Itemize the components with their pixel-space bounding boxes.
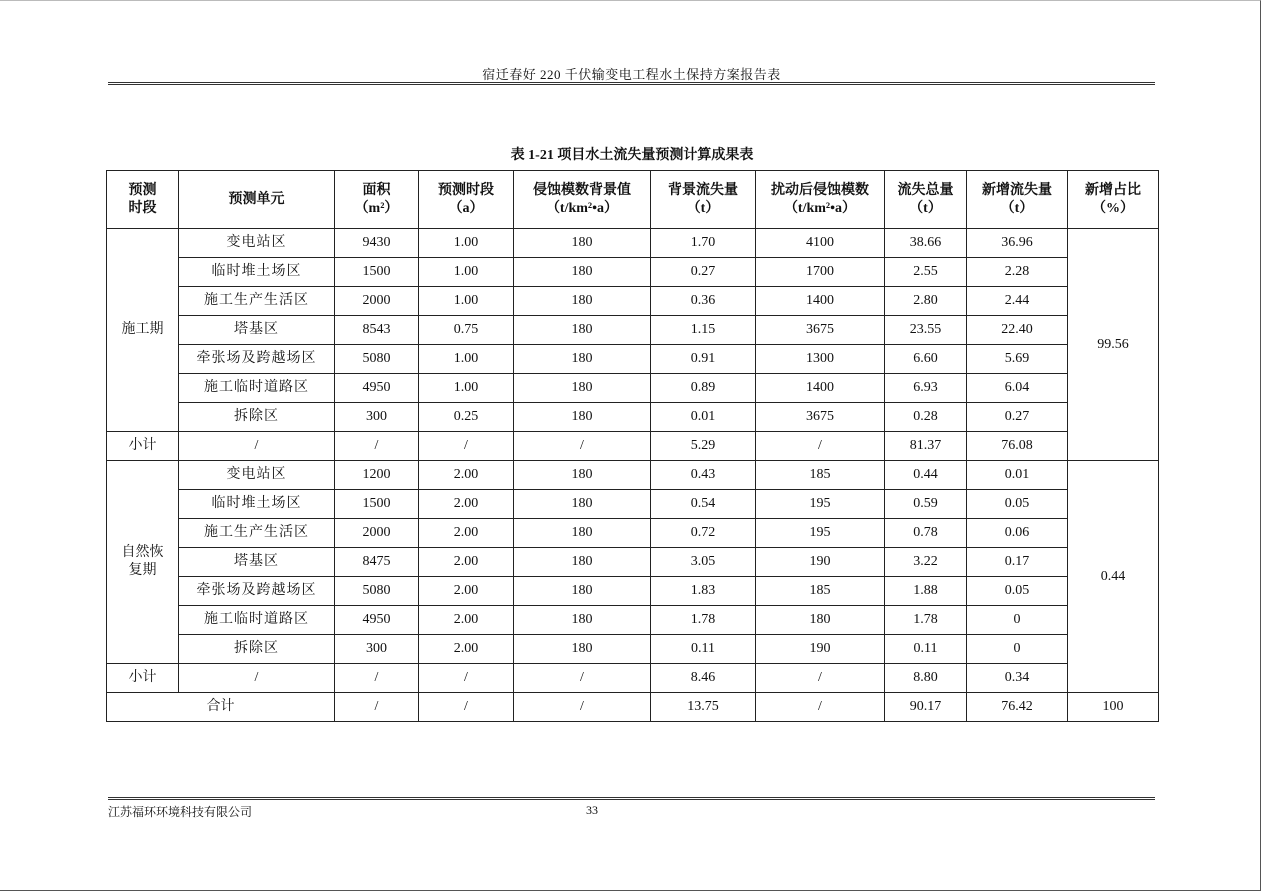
footer-company: 江苏福环环境科技有限公司 <box>108 805 253 819</box>
cell-bg-modulus: 180 <box>514 345 651 374</box>
col-header-unit: 预测单元 <box>179 171 335 229</box>
cell-total-loss: 3.22 <box>885 548 967 577</box>
period-cell-recovery: 自然恢 复期 <box>107 461 179 664</box>
table-row <box>107 287 1159 316</box>
cell-bg-modulus: 180 <box>514 403 651 432</box>
col-header-bg-loss: 背景流失量 （t） <box>651 171 756 229</box>
table-row <box>107 258 1159 287</box>
cell-dist-modulus: 1400 <box>756 287 885 316</box>
cell-unit: 施工生产生活区 <box>179 519 335 548</box>
cell-dist-modulus: 185 <box>756 577 885 606</box>
cell-years: 2.00 <box>419 490 514 519</box>
cell-new-loss: 0 <box>967 635 1068 664</box>
cell-unit: 牵张场及跨越场区 <box>179 345 335 374</box>
table-row <box>107 548 1159 577</box>
cell-total-loss: 0.78 <box>885 519 967 548</box>
cell-bg-modulus: 180 <box>514 548 651 577</box>
table-row <box>107 345 1159 374</box>
cell-dist-modulus: 190 <box>756 635 885 664</box>
subtotal-label: 小计 <box>107 664 179 693</box>
cell-dist-modulus: 190 <box>756 548 885 577</box>
cell-years: / <box>419 693 514 722</box>
cell-new-loss: 6.04 <box>967 374 1068 403</box>
cell-total-loss: 2.55 <box>885 258 967 287</box>
cell-area: 5080 <box>335 345 419 374</box>
cell-bg-loss: 0.89 <box>651 374 756 403</box>
cell-new-loss: 2.28 <box>967 258 1068 287</box>
cell-bg-loss: 1.78 <box>651 606 756 635</box>
cell-bg-modulus: 180 <box>514 316 651 345</box>
cell-new-loss: 0.05 <box>967 577 1068 606</box>
cell-total-loss: 8.80 <box>885 664 967 693</box>
cell-years: 1.00 <box>419 345 514 374</box>
cell-bg-loss: 0.01 <box>651 403 756 432</box>
cell-new-loss: 0.34 <box>967 664 1068 693</box>
period-cell-construction: 施工期 <box>107 229 179 432</box>
cell-dist-modulus: 1700 <box>756 258 885 287</box>
col-header-new-loss: 新增流失量 （t） <box>967 171 1068 229</box>
cell-area: / <box>335 664 419 693</box>
cell-area: 8543 <box>335 316 419 345</box>
cell-years: 2.00 <box>419 519 514 548</box>
cell-total-loss: 0.44 <box>885 461 967 490</box>
col-header-new-ratio: 新增占比 （%） <box>1068 171 1159 229</box>
cell-new-loss: 0.06 <box>967 519 1068 548</box>
cell-total-loss: 0.11 <box>885 635 967 664</box>
cell-dist-modulus: 180 <box>756 606 885 635</box>
subtotal-row <box>107 432 1159 461</box>
cell-bg-modulus: / <box>514 664 651 693</box>
cell-bg-loss: 0.54 <box>651 490 756 519</box>
cell-bg-loss: 0.72 <box>651 519 756 548</box>
total-label: 合计 <box>107 693 335 722</box>
cell-bg-loss: 0.11 <box>651 635 756 664</box>
cell-area: 1500 <box>335 490 419 519</box>
cell-area: 4950 <box>335 374 419 403</box>
cell-years: 1.00 <box>419 374 514 403</box>
cell-new-loss: 0.17 <box>967 548 1068 577</box>
cell-new-loss: 2.44 <box>967 287 1068 316</box>
cell-years: 1.00 <box>419 287 514 316</box>
cell-bg-modulus: 180 <box>514 519 651 548</box>
cell-total-loss: 6.60 <box>885 345 967 374</box>
col-header-years: 预测时段 （a） <box>419 171 514 229</box>
col-header-area: 面积 （m²） <box>335 171 419 229</box>
cell-total-loss: 0.28 <box>885 403 967 432</box>
cell-area: / <box>335 432 419 461</box>
col-header-total-loss: 流失总量 （t） <box>885 171 967 229</box>
cell-area: 4950 <box>335 606 419 635</box>
cell-bg-loss: 1.15 <box>651 316 756 345</box>
table-row <box>107 461 1159 490</box>
cell-area: / <box>335 693 419 722</box>
cell-area: 8475 <box>335 548 419 577</box>
cell-dist-modulus: 185 <box>756 461 885 490</box>
cell-new-loss: 0.27 <box>967 403 1068 432</box>
cell-years: 0.75 <box>419 316 514 345</box>
cell-years: 0.25 <box>419 403 514 432</box>
cell-total-loss: 1.88 <box>885 577 967 606</box>
table-row <box>107 229 1159 258</box>
cell-bg-loss: 3.05 <box>651 548 756 577</box>
cell-years: 1.00 <box>419 229 514 258</box>
cell-unit: 拆除区 <box>179 635 335 664</box>
table-caption: 表 1-21 项目水土流失量预测计算成果表 <box>510 148 754 163</box>
cell-total-loss: 23.55 <box>885 316 967 345</box>
cell-area: 2000 <box>335 519 419 548</box>
cell-bg-loss: 13.75 <box>651 693 756 722</box>
cell-new-loss: 22.40 <box>967 316 1068 345</box>
cell-bg-modulus: 180 <box>514 461 651 490</box>
cell-dist-modulus: 195 <box>756 519 885 548</box>
header-rule <box>108 82 1155 83</box>
cell-unit: 施工生产生活区 <box>179 287 335 316</box>
cell-total-loss: 6.93 <box>885 374 967 403</box>
cell-new-loss: 76.42 <box>967 693 1068 722</box>
cell-unit: 变电站区 <box>179 461 335 490</box>
page-number: 33 <box>586 803 598 817</box>
soil-loss-table <box>106 170 1159 722</box>
cell-unit: 牵张场及跨越场区 <box>179 577 335 606</box>
header-rule <box>108 84 1155 85</box>
cell-unit: 拆除区 <box>179 403 335 432</box>
cell-unit: 临时堆土场区 <box>179 258 335 287</box>
cell-new-loss: 76.08 <box>967 432 1068 461</box>
cell-dist-modulus: 3675 <box>756 316 885 345</box>
subtotal-row <box>107 664 1159 693</box>
cell-unit: 施工临时道路区 <box>179 606 335 635</box>
cell-dist-modulus: 3675 <box>756 403 885 432</box>
ratio-cell-construction: 99.56 <box>1068 229 1159 461</box>
cell-years: 2.00 <box>419 461 514 490</box>
cell-bg-modulus: 180 <box>514 287 651 316</box>
cell-new-loss: 36.96 <box>967 229 1068 258</box>
footer-rule <box>108 799 1155 800</box>
cell-unit: 变电站区 <box>179 229 335 258</box>
cell-years: / <box>419 664 514 693</box>
cell-area: 9430 <box>335 229 419 258</box>
cell-new-loss: 0 <box>967 606 1068 635</box>
cell-bg-modulus: 180 <box>514 229 651 258</box>
cell-area: 1500 <box>335 258 419 287</box>
cell-bg-loss: 0.27 <box>651 258 756 287</box>
cell-area: 1200 <box>335 461 419 490</box>
cell-bg-modulus: 180 <box>514 490 651 519</box>
table-row <box>107 519 1159 548</box>
cell-unit: 临时堆土场区 <box>179 490 335 519</box>
cell-dist-modulus: 1300 <box>756 345 885 374</box>
cell-bg-loss: 0.91 <box>651 345 756 374</box>
cell-years: 1.00 <box>419 258 514 287</box>
cell-bg-modulus: 180 <box>514 577 651 606</box>
table-row <box>107 635 1159 664</box>
document-header-title: 宿迁春好 220 千伏输变电工程水土保持方案报告表 <box>482 67 781 82</box>
cell-bg-modulus: 180 <box>514 635 651 664</box>
cell-total-loss: 0.59 <box>885 490 967 519</box>
cell-total-loss: 38.66 <box>885 229 967 258</box>
cell-bg-loss: 8.46 <box>651 664 756 693</box>
table-row <box>107 316 1159 345</box>
ratio-cell-recovery: 0.44 <box>1068 461 1159 693</box>
cell-unit: 塔基区 <box>179 316 335 345</box>
cell-total-loss: 81.37 <box>885 432 967 461</box>
footer-rule <box>108 797 1155 798</box>
cell-total-loss: 1.78 <box>885 606 967 635</box>
cell-total-loss: 2.80 <box>885 287 967 316</box>
cell-new-ratio: 100 <box>1068 693 1159 722</box>
table-row <box>107 606 1159 635</box>
cell-dist-modulus: / <box>756 693 885 722</box>
cell-area: 2000 <box>335 287 419 316</box>
table-row <box>107 403 1159 432</box>
cell-unit: 施工临时道路区 <box>179 374 335 403</box>
cell-bg-modulus: / <box>514 693 651 722</box>
col-header-period: 预测 时段 <box>107 171 179 229</box>
col-header-bg-modulus: 侵蚀模数背景值 （t/km²•a） <box>514 171 651 229</box>
cell-years: 2.00 <box>419 548 514 577</box>
cell-bg-loss: 0.43 <box>651 461 756 490</box>
total-row <box>107 693 1159 722</box>
table-row <box>107 577 1159 606</box>
cell-area: 300 <box>335 403 419 432</box>
cell-bg-loss: 1.70 <box>651 229 756 258</box>
cell-dist-modulus: 4100 <box>756 229 885 258</box>
cell-bg-modulus: / <box>514 432 651 461</box>
cell-bg-modulus: 180 <box>514 374 651 403</box>
subtotal-label: 小计 <box>107 432 179 461</box>
cell-new-loss: 0.05 <box>967 490 1068 519</box>
cell-dist-modulus: / <box>756 432 885 461</box>
cell-unit: / <box>179 432 335 461</box>
cell-years: / <box>419 432 514 461</box>
cell-bg-modulus: 180 <box>514 606 651 635</box>
table-row <box>107 490 1159 519</box>
cell-dist-modulus: 1400 <box>756 374 885 403</box>
table-row <box>107 374 1159 403</box>
cell-years: 2.00 <box>419 606 514 635</box>
cell-dist-modulus: / <box>756 664 885 693</box>
cell-unit: / <box>179 664 335 693</box>
cell-bg-loss: 5.29 <box>651 432 756 461</box>
cell-new-loss: 5.69 <box>967 345 1068 374</box>
cell-years: 2.00 <box>419 635 514 664</box>
cell-area: 5080 <box>335 577 419 606</box>
cell-area: 300 <box>335 635 419 664</box>
cell-dist-modulus: 195 <box>756 490 885 519</box>
cell-unit: 塔基区 <box>179 548 335 577</box>
cell-bg-modulus: 180 <box>514 258 651 287</box>
col-header-dist-modulus: 扰动后侵蚀模数 （t/km²•a） <box>756 171 885 229</box>
cell-bg-loss: 1.83 <box>651 577 756 606</box>
header-row <box>107 171 1159 229</box>
cell-bg-loss: 0.36 <box>651 287 756 316</box>
cell-years: 2.00 <box>419 577 514 606</box>
cell-new-loss: 0.01 <box>967 461 1068 490</box>
cell-total-loss: 90.17 <box>885 693 967 722</box>
